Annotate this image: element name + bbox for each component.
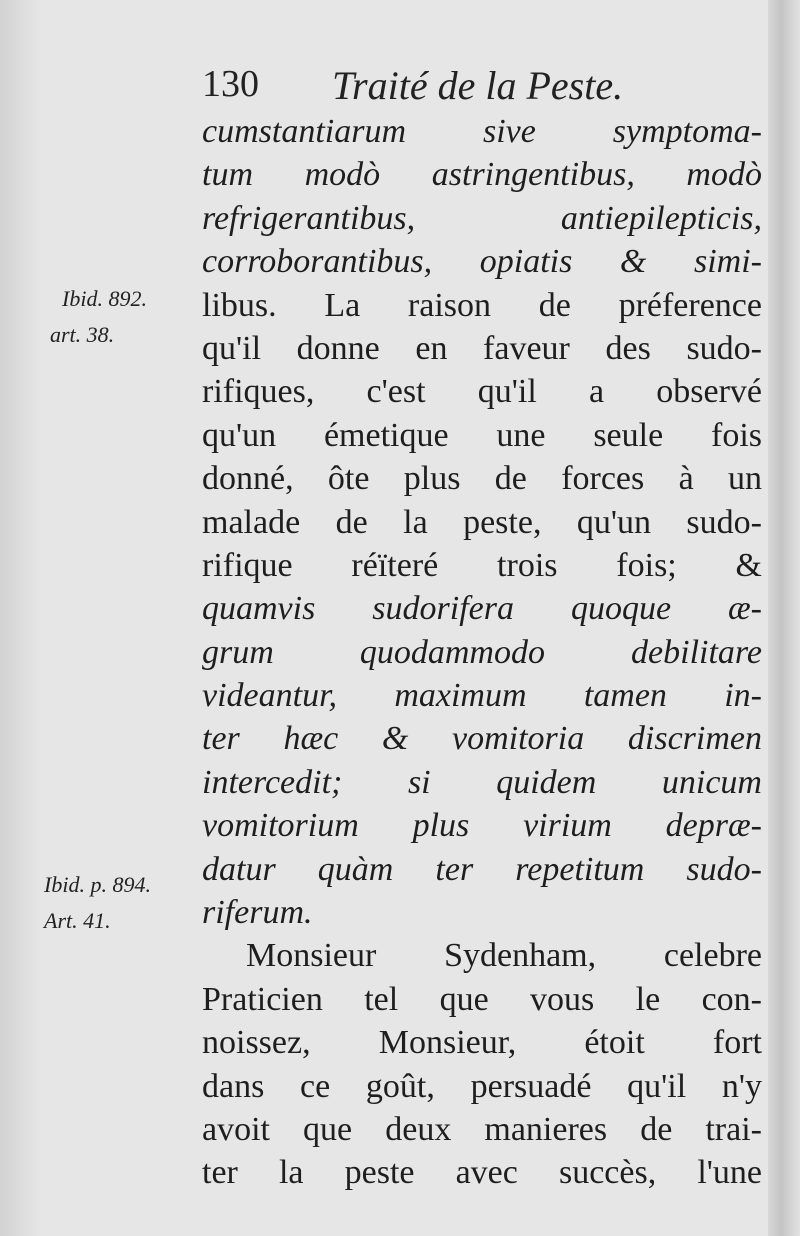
margin-note-1-line-1: Ibid. 892. [62,286,147,311]
text-line: avoit que deux manieres de trai- [202,1110,762,1148]
text-line: donné, ôte plus de forces à un [202,460,762,498]
text-line: videantur, maximum tamen in- [202,677,762,715]
text-line: corroborantibus, opiatis & simi- [202,243,762,281]
page-header [198,62,758,112]
text-line: tum modò astringentibus, modò [202,156,762,194]
page-gutter-shadow [0,0,40,1236]
text-line: ter la peste avec succès, l'une [202,1154,762,1192]
page-edge [768,0,800,1236]
margin-note-2-line-2: Art. 41. [44,908,111,933]
text-line: datur quàm ter repetitum sudo- [202,850,762,888]
text-line: malade de la peste, qu'un sudo- [202,503,762,541]
text-line: Praticien tel que vous le con- [202,980,762,1018]
margin-note-1-line-2: art. 38. [50,322,115,347]
text-line: ter hæc & vomitoria discrimen [202,720,762,758]
text-line: rifique réïteré trois fois; & [202,546,762,584]
text-line: refrigerantibus, antiepilepticis, [202,199,762,237]
text-line: qu'il donne en faveur des sudo- [202,329,762,367]
text-line: dans ce goût, persuadé qu'il n'y [202,1067,762,1105]
text-line: riferum. [202,894,313,932]
text-line: intercedit; si quidem unicum [202,763,762,801]
text-line: libus. La raison de préference [202,286,762,324]
margin-note-2-line-1: Ibid. p. 894. [44,872,151,897]
text-line: quamvis sudorifera quoque æ- [202,590,762,628]
text-line: vomitorium plus virium depræ- [202,807,762,845]
text-line: Monsieur Sydenham, celebre [246,937,762,975]
text-line: noissez, Monsieur, étoit fort [202,1024,762,1062]
text-line: rifiques, c'est qu'il a observé [202,373,762,411]
body-text [202,110,762,1195]
text-line: cumstantiarum sive symptoma- [202,113,762,150]
text-line: qu'un émetique une seule fois [202,416,762,454]
running-title: Traité de la Peste. [332,63,624,108]
text-line: grum quodammodo debilitare [202,633,762,671]
page-number: 130 [202,63,259,105]
